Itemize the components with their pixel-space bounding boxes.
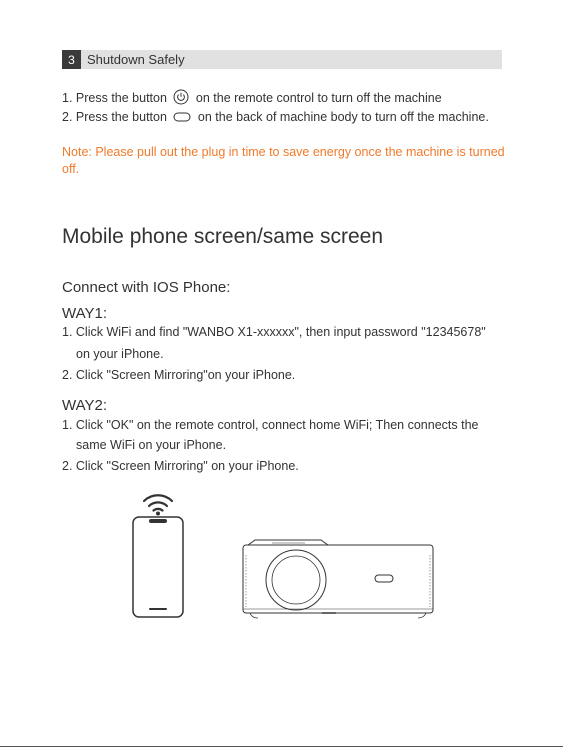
power-icon <box>173 89 189 108</box>
page-heading: Mobile phone screen/same screen <box>62 225 384 248</box>
way2-step-1: 1. Click "OK" on the remote control, connect home WiFi; Then connects the <box>62 418 479 432</box>
shutdown-step-1-before: 1. Press the button <box>62 90 167 105</box>
projector-icon <box>243 540 433 618</box>
way2-step-2: 2. Click "Screen Mirroring" on your iPhone. <box>62 459 299 473</box>
way2-title: WAY2: <box>62 397 108 414</box>
section-number: 3 <box>62 50 81 69</box>
way1-step-1-continued: on your iPhone. <box>76 347 164 361</box>
way2-step-1-continued: same WiFi on your iPhone. <box>76 438 227 452</box>
way1-title: WAY1: <box>62 305 108 322</box>
bottom-divider <box>0 746 563 747</box>
shutdown-step-2 <box>62 110 489 125</box>
shutdown-step-1 <box>62 89 442 108</box>
phone-icon <box>133 517 183 617</box>
body-button-icon <box>173 111 191 125</box>
section-title: Shutdown Safely <box>87 52 185 67</box>
shutdown-step-2-after: on the back of machine body to turn off the machine. <box>197 110 489 124</box>
section-header <box>62 50 502 69</box>
wifi-icon <box>144 495 172 515</box>
shutdown-step-2-before: 2. Press the button <box>62 110 167 124</box>
connect-ios-subheading: Connect with IOS Phone: <box>62 279 231 296</box>
shutdown-step-1-after: on the remote control to turn off the machine <box>195 90 442 105</box>
way1-step-2: 2. Click "Screen Mirroring"on your iPhone. <box>62 368 296 382</box>
note-text: Note: Please pull out the plug in time to save energy once the machine is turned off. <box>62 145 505 176</box>
way1-step-1: 1. Click WiFi and find "WANBO X1-xxxxxx", then input password "12345678" <box>62 325 486 339</box>
connection-illustration <box>100 485 440 630</box>
